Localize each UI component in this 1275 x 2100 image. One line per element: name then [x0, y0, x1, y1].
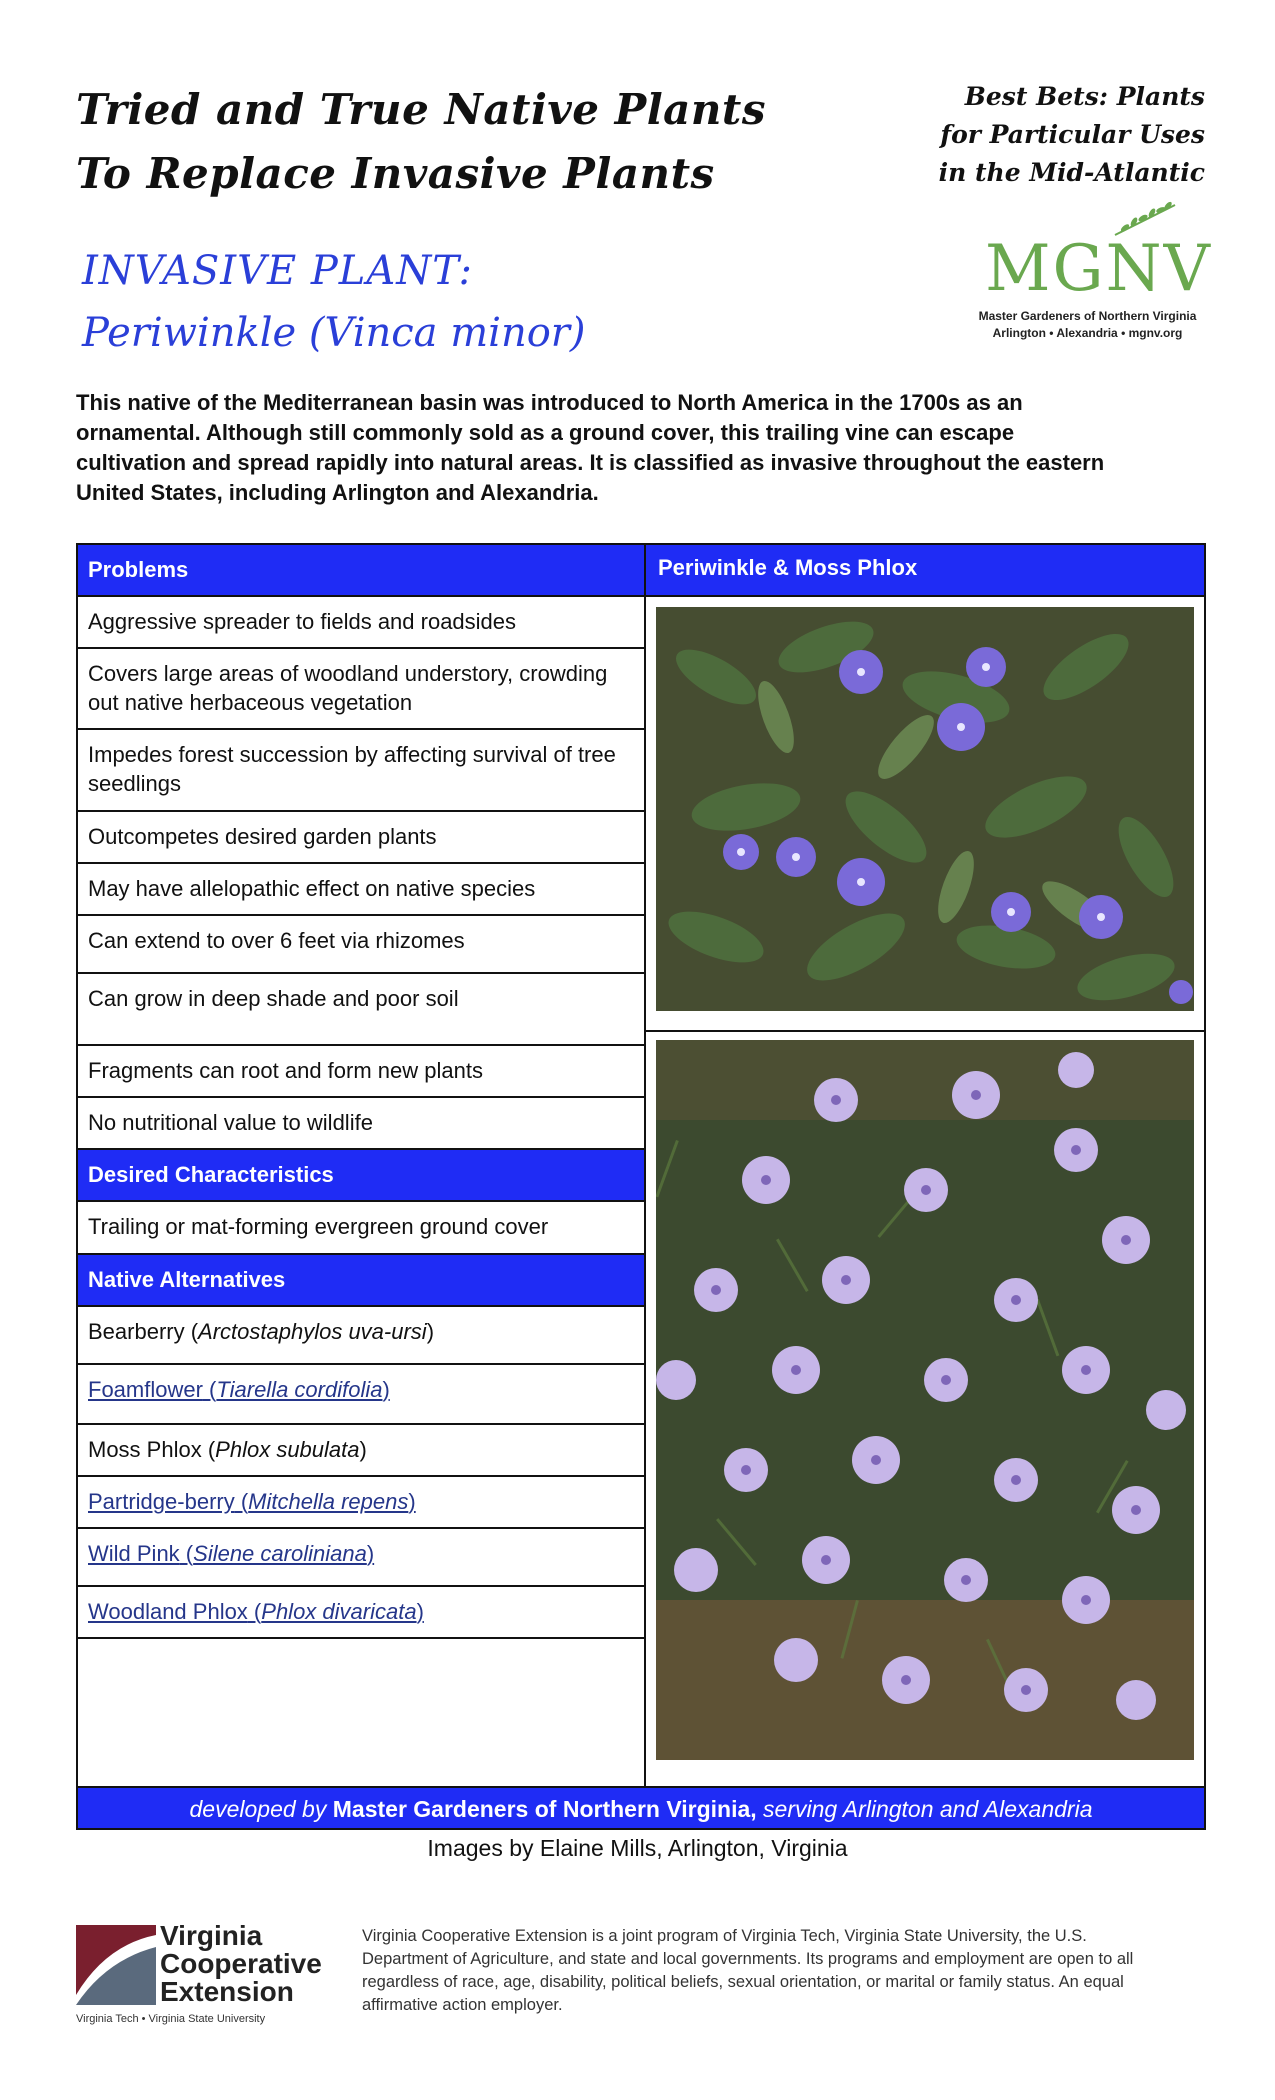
page-title [76, 78, 776, 206]
best-bets-series [865, 78, 1205, 192]
title-line-2: To Replace Invasive Plants [76, 149, 715, 198]
mgnv-wordmark: MGNV [985, 232, 1212, 306]
problem-row: Impedes forest succession by affecting survival of tree seedlings [78, 730, 644, 812]
alternative-row: Bearberry (Arctostaphylos uva-ursi) [78, 1307, 644, 1365]
problem-row: Outcompetes desired garden plants [78, 812, 644, 864]
vce-swoosh-icon [76, 1925, 156, 2015]
image-credit: Images by Elaine Mills, Arlington, Virginia [427, 1835, 848, 1861]
invasive-name: Periwinkle (Vinca minor) [82, 310, 586, 356]
alternative-scientific-name: Arctostaphylos uva-ursi [198, 1319, 427, 1344]
photo-divider [646, 1030, 1204, 1032]
problem-row: Covers large areas of woodland understory, crowding out native herbaceous vegetation [78, 649, 644, 730]
best-bets-line-2: for Particular Uses [940, 120, 1205, 149]
vce-wordmark [160, 1922, 322, 2006]
column-divider [644, 545, 646, 1786]
problem-row: No nutritional value to wildlife [78, 1098, 644, 1150]
vce-line-3: Extension [160, 1976, 294, 2007]
mgnv-subtitle-line-2: Arlington • Alexandria • mgnv.org [992, 326, 1183, 340]
periwinkle-photo [656, 607, 1194, 1011]
problem-row: Aggressive spreader to fields and roadsides [78, 597, 644, 649]
intro-paragraph: This native of the Mediterranean basin was introduced to North America in the 1700s as an ornamental. Although still commonly sold as a ground cover, this trailing vine can escape cultivation and spread rapidly into natural areas. It is classified as invasive throughout the eastern United States, including Arlington and Alexandria. [76, 390, 1105, 505]
mgnv-subtitle [960, 308, 1215, 342]
alternative-row [78, 1477, 644, 1529]
alternative-row [78, 1529, 644, 1587]
desired-header: Desired Characteristics [78, 1150, 644, 1202]
problem-row: Can extend to over 6 feet via rhizomes [78, 916, 644, 974]
vce-line-2: Cooperative [160, 1948, 322, 1979]
mgnv-subtitle-line-1: Master Gardeners of Northern Virginia [978, 309, 1197, 323]
alternatives-header: Native Alternatives [78, 1255, 644, 1307]
disclaimer: Virginia Cooperative Extension is a joint program of Virginia Tech, Virginia State University, the U.S. Department of Agriculture, and state and local governments. Its programs and employment are open to all regardless of race, age, disability, political beliefs, sexual orientation, or marital or family status. An equal affirmative action employer. [362, 1927, 1134, 2014]
problem-row: Fragments can root and form new plants [78, 1046, 644, 1098]
vce-line-1: Virginia [160, 1920, 263, 1951]
alternative-row [78, 1587, 644, 1639]
invasive-label: INVASIVE PLANT: [82, 248, 473, 294]
alternative-link[interactable]: Woodland Phlox (Phlox divaricata) [88, 1599, 424, 1624]
title-line-1: Tried and True Native Plants [76, 85, 766, 134]
developed-by-org: Master Gardeners of Northern Virginia, [332, 1796, 757, 1822]
plant-table [76, 543, 1206, 1830]
alternative-row: Moss Phlox (Phlox subulata) [78, 1425, 644, 1477]
problem-row: May have allelopathic effect on native species [78, 864, 644, 916]
developed-by-band [78, 1786, 1204, 1828]
best-bets-line-1: Best Bets: Plants [964, 82, 1205, 111]
photos-header: Periwinkle & Moss Phlox [646, 545, 1204, 597]
alternative-link[interactable]: Wild Pink (Silene caroliniana) [88, 1541, 375, 1566]
alternative-link[interactable]: Foamflower (Tiarella cordifolia) [88, 1377, 390, 1402]
vce-subtitle: Virginia Tech • Virginia State University [76, 2013, 266, 2025]
problem-row: Can grow in deep shade and poor soil [78, 974, 644, 1046]
alternative-row [78, 1365, 644, 1425]
alternative-common-name: Bearberry [88, 1319, 185, 1344]
invasive-plant-heading [82, 240, 586, 364]
moss-phlox-photo [656, 1040, 1194, 1760]
developed-by-post: serving Arlington and Alexandria [763, 1796, 1093, 1822]
mgnv-logo [960, 200, 1230, 350]
problems-header: Problems [78, 545, 644, 597]
alternative-link[interactable]: Partridge-berry (Mitchella repens) [88, 1489, 416, 1514]
desired-row: Trailing or mat-forming evergreen ground cover [78, 1202, 644, 1255]
best-bets-line-3: in the Mid-Atlantic [938, 158, 1205, 187]
alternative-scientific-name: Phlox subulata [215, 1437, 360, 1462]
developed-by-pre: developed by [189, 1796, 327, 1822]
alternative-common-name: Moss Phlox [88, 1437, 202, 1462]
